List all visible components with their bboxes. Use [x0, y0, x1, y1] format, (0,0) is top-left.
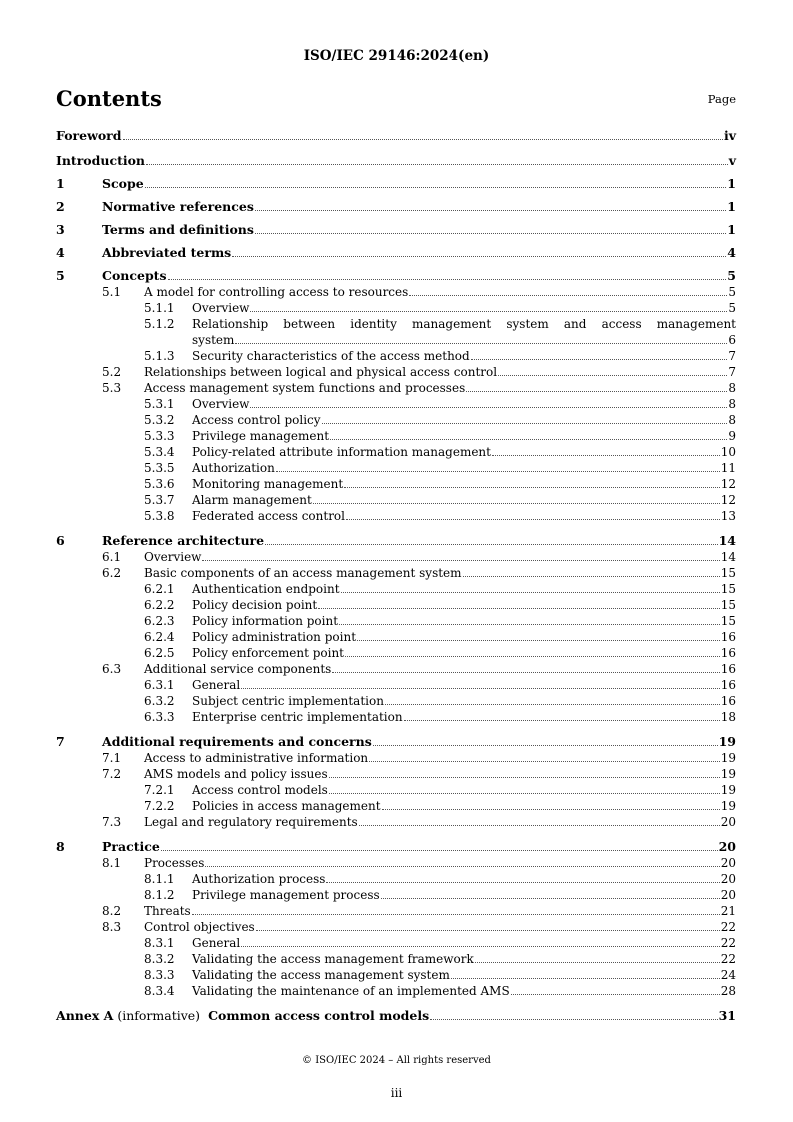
toc-entry-5-1-1[interactable]: [56, 300, 736, 316]
dot-leader: [341, 592, 720, 593]
toc-entry-page: 20: [720, 888, 736, 902]
toc-entry-number: 6: [56, 533, 65, 548]
toc-entry-title: Alarm management: [192, 493, 312, 507]
dot-leader: [276, 471, 720, 472]
toc-entry-5-3[interactable]: [56, 380, 736, 396]
contents-title: Contents: [56, 86, 162, 111]
dot-leader: [339, 624, 720, 625]
toc-entry-page: 22: [720, 936, 736, 950]
toc-entry-title-line2-row: [192, 332, 736, 348]
dot-leader: [235, 343, 727, 344]
dot-leader: [192, 914, 720, 915]
dot-leader: [161, 850, 718, 851]
dot-leader: [346, 519, 720, 520]
toc-entry-8-3-1[interactable]: [56, 935, 736, 951]
toc-entry-1[interactable]: [56, 176, 736, 192]
toc-entry-number: 8: [56, 839, 65, 854]
toc-entry-title: Authorization: [192, 461, 275, 475]
toc-entry-number: 8.1.2: [144, 888, 175, 902]
toc-entry-8-2[interactable]: [56, 903, 736, 919]
toc-entry-8-1[interactable]: [56, 855, 736, 871]
dot-leader: [345, 656, 720, 657]
dot-leader: [492, 455, 720, 456]
toc-entry-title: Overview: [192, 301, 250, 315]
toc-entry-number: 6.2: [102, 566, 122, 580]
toc-entry-6-3[interactable]: [56, 661, 736, 677]
toc-entry-number: 5.3.7: [144, 493, 175, 507]
dot-leader: [146, 164, 728, 165]
toc-entry-title: Additional service components: [144, 662, 332, 676]
toc-entry-page: 14: [720, 550, 736, 564]
toc-entry-number: 5.1.1: [144, 301, 175, 315]
toc-entry-number: 8.3.3: [144, 968, 175, 982]
toc-entry-number: 5.3.8: [144, 509, 175, 523]
toc-entry-number: 6.3: [102, 662, 122, 676]
toc-entry-title: General: [192, 936, 241, 950]
toc-entry-title: A model for controlling access to resources: [144, 285, 409, 299]
toc-entry-number: 3: [56, 222, 65, 237]
toc-entry-6-2-5[interactable]: [56, 645, 736, 661]
toc-entry-number: 8.3.4: [144, 984, 175, 998]
toc-entry-page: 12: [720, 477, 736, 491]
toc-entry-page: 16: [720, 630, 736, 644]
toc-entry-title: Policy information point: [192, 614, 339, 628]
toc-entry-number: 5.3.3: [144, 429, 175, 443]
dot-leader: [511, 994, 720, 995]
toc-entry-title: Access management system functions and processes: [144, 381, 466, 395]
toc-entry-page: 5: [728, 301, 736, 315]
toc-entry-number: 5.1: [102, 285, 122, 299]
toc-entry-number: 2: [56, 199, 65, 214]
toc-entry-title-line2: system: [192, 333, 235, 347]
toc-entry-page: 19: [720, 767, 736, 781]
dot-leader: [205, 866, 719, 867]
toc-entry-title: Validating the access management system: [192, 968, 450, 982]
toc-entry-page: 28: [720, 984, 736, 998]
toc-entry-page: 8: [728, 397, 736, 411]
dot-leader: [326, 882, 719, 883]
dot-leader: [382, 809, 720, 810]
toc-entry-5-3-2[interactable]: [56, 412, 736, 428]
toc-entry-7-2-1[interactable]: [56, 782, 736, 798]
dot-leader: [250, 311, 727, 312]
dot-leader: [471, 359, 728, 360]
dot-leader: [329, 777, 720, 778]
dot-leader: [359, 825, 720, 826]
toc-entry-number: 6.2.1: [144, 582, 175, 596]
toc-entry-8-1-2[interactable]: [56, 887, 736, 903]
dot-leader: [255, 210, 726, 211]
dot-leader: [256, 930, 720, 931]
toc-entry-6[interactable]: [56, 533, 736, 549]
toc-entry-page: 15: [720, 566, 736, 580]
toc-entry-page: 16: [720, 694, 736, 708]
toc-entry-7-2[interactable]: [56, 766, 736, 782]
toc-entry-title: Control objectives: [144, 920, 255, 934]
toc-entry-page: 19: [720, 783, 736, 797]
toc-entry-title: Validating the maintenance of an implemented AMS: [192, 984, 510, 998]
toc-entry-title: Additional requirements and concerns: [102, 734, 372, 749]
toc-entry-page: 19: [720, 799, 736, 813]
toc-entry-number: 8.3.2: [144, 952, 175, 966]
annex-label: Annex A: [56, 1008, 114, 1023]
toc-entry-page: 22: [720, 952, 736, 966]
toc-entry-6-3-2[interactable]: [56, 693, 736, 709]
toc-entry-5-3-6[interactable]: [56, 476, 736, 492]
toc-entry-page: 14: [718, 533, 736, 548]
dot-leader: [255, 233, 726, 234]
dot-leader: [369, 761, 720, 762]
toc-entry-page: v: [728, 153, 736, 168]
toc-entry-page: 15: [720, 582, 736, 596]
toc-entry-number: 6.2.2: [144, 598, 175, 612]
toc-entry-page: 22: [720, 920, 736, 934]
dot-leader: [385, 704, 720, 705]
toc-entry-title: Subject centric implementation: [192, 694, 384, 708]
toc-entry-page: 20: [720, 856, 736, 870]
toc-entry-7-3[interactable]: [56, 814, 736, 830]
dot-leader: [329, 793, 720, 794]
toc-entry-title: AMS models and policy issues: [144, 767, 328, 781]
toc-entry-number: 5.1.2: [144, 317, 175, 331]
table-of-contents: [56, 128, 736, 1024]
toc-entry-title: Policy-related attribute information management: [192, 445, 491, 459]
dot-leader: [145, 187, 727, 188]
toc-entry-number: 7.3: [102, 815, 122, 829]
toc-entry-title: Monitoring management: [192, 477, 344, 491]
dot-leader: [330, 439, 727, 440]
toc-entry-page: 15: [720, 614, 736, 628]
toc-entry-number: 6.2.3: [144, 614, 175, 628]
toc-entry-title: Legal and regulatory requirements: [144, 815, 358, 829]
toc-entry-8-3-3[interactable]: [56, 967, 736, 983]
toc-entry-8-3-4[interactable]: [56, 983, 736, 999]
toc-entry-6-2[interactable]: [56, 565, 736, 581]
toc-entry-6-2-2[interactable]: [56, 597, 736, 613]
toc-entry-number: 8.2: [102, 904, 122, 918]
toc-entry-number: 6.3.3: [144, 710, 175, 724]
toc-entry-title: Access control policy: [192, 413, 321, 427]
toc-entry-5-1-2[interactable]: [56, 316, 736, 348]
toc-entry-page: 18: [720, 710, 736, 724]
dot-leader: [381, 898, 720, 899]
toc-entry-8-3[interactable]: [56, 919, 736, 935]
toc-entry-5-3-5[interactable]: [56, 460, 736, 476]
annex-qualifier: (informative): [117, 1008, 201, 1023]
dot-leader: [123, 139, 723, 140]
toc-entry-number: 5.3.6: [144, 477, 175, 491]
toc-entry-title: Policies in access management: [192, 799, 381, 813]
toc-entry-title: Security characteristics of the access method: [192, 349, 470, 363]
dot-leader: [322, 423, 728, 424]
toc-entry-page: 5: [727, 268, 736, 283]
toc-entry-page: 5: [728, 285, 736, 299]
toc-entry-title: Policy enforcement point: [192, 646, 344, 660]
document-id-header: ISO/IEC 29146:2024(en): [303, 48, 490, 64]
toc-entry-number: 7.1: [102, 751, 122, 765]
toc-entry-page: 20: [718, 839, 736, 854]
toc-entry-number: 4: [56, 245, 65, 260]
toc-entry-page: 1: [727, 199, 736, 214]
toc-entry-page: 20: [720, 815, 736, 829]
dot-leader: [344, 487, 720, 488]
toc-entry-6-2-3[interactable]: [56, 613, 736, 629]
toc-entry-title: Processes: [144, 856, 205, 870]
toc-entry-5-3-1[interactable]: [56, 396, 736, 412]
toc-entry-page: 20: [720, 872, 736, 886]
toc-entry-number: 7.2.1: [144, 783, 175, 797]
toc-entry-page: 8: [728, 413, 736, 427]
toc-entry-number: 6.3.1: [144, 678, 175, 692]
toc-entry-page: iv: [723, 128, 736, 143]
toc-entry-5-3-7[interactable]: [56, 492, 736, 508]
toc-entry-number: 5.1.3: [144, 349, 175, 363]
toc-entry-3[interactable]: [56, 222, 736, 238]
toc-entry-title: Enterprise centric implementation: [192, 710, 403, 724]
dot-leader: [313, 503, 720, 504]
toc-entry-number: 8.1.1: [144, 872, 175, 886]
toc-entry-title: Access control models: [192, 783, 328, 797]
toc-entry-title: Practice: [102, 839, 160, 854]
toc-entry-5-3-8[interactable]: [56, 508, 736, 524]
toc-entry-title: Common access control models: [208, 1008, 430, 1023]
toc-entry-number: 5.3.2: [144, 413, 175, 427]
toc-entry-title: Privilege management: [192, 429, 330, 443]
toc-entry-title-line1: Relationship between identity management system and access management: [192, 317, 736, 331]
toc-entry-title: Policy decision point: [192, 598, 318, 612]
toc-entry-6-1[interactable]: [56, 549, 736, 565]
dot-leader: [430, 1019, 717, 1020]
toc-entry-page: 19: [718, 734, 736, 749]
toc-entry-page: 24: [720, 968, 736, 982]
toc-entry-5[interactable]: [56, 268, 736, 284]
toc-entry-page: 16: [720, 678, 736, 692]
toc-entry-7-2-2[interactable]: [56, 798, 736, 814]
toc-entry-annex-a[interactable]: [56, 1008, 736, 1024]
toc-entry-title: Policy administration point: [192, 630, 357, 644]
dot-leader: [250, 407, 727, 408]
toc-entry-wrapped-title: [192, 316, 736, 348]
dot-leader: [318, 608, 720, 609]
copyright-footer: © ISO/IEC 2024 – All rights reserved: [302, 1055, 491, 1066]
toc-entry-page: 11: [720, 461, 736, 475]
dot-leader: [373, 745, 718, 746]
dot-leader: [265, 544, 718, 545]
dot-leader: [404, 720, 720, 721]
page-number: iii: [390, 1086, 403, 1100]
toc-entry-page: 1: [727, 222, 736, 237]
toc-entry-title: Relationships between logical and physical access control: [144, 365, 498, 379]
toc-entry-title: Reference architecture: [102, 533, 265, 548]
toc-entry-5-1-3[interactable]: [56, 348, 736, 364]
toc-entry-title: General: [192, 678, 241, 692]
toc-entry-page: 31: [718, 1008, 736, 1023]
toc-entry-title: Scope: [102, 176, 144, 191]
toc-entry-title: Introduction: [56, 153, 146, 168]
toc-entry-title: Authentication endpoint: [192, 582, 340, 596]
toc-entry-title: Basic components of an access management system: [144, 566, 462, 580]
toc-entry-title: Authorization process: [192, 872, 326, 886]
toc-entry-5-1[interactable]: [56, 284, 736, 300]
toc-entry-title: Terms and definitions: [102, 222, 254, 237]
toc-entry-number: 6.3.2: [144, 694, 175, 708]
toc-entry-title: Normative references: [102, 199, 254, 214]
toc-entry-page: 8: [728, 381, 736, 395]
toc-entry-foreword[interactable]: [56, 128, 736, 144]
toc-entry-title: Threats: [144, 904, 191, 918]
toc-entry-8-3-2[interactable]: [56, 951, 736, 967]
toc-entry-page: 15: [720, 598, 736, 612]
toc-entry-6-3-1[interactable]: [56, 677, 736, 693]
toc-entry-number: 7.2.2: [144, 799, 175, 813]
dot-leader: [357, 640, 720, 641]
toc-entry-number: 5.2: [102, 365, 122, 379]
toc-entry-page: 9: [728, 429, 736, 443]
dot-leader: [168, 279, 727, 280]
toc-entry-title: Concepts: [102, 268, 167, 283]
toc-entry-number: 8.3: [102, 920, 122, 934]
toc-entry-number: 5.3: [102, 381, 122, 395]
toc-entry-title: Abbreviated terms: [102, 245, 232, 260]
dot-leader: [475, 962, 720, 963]
toc-entry-title: Foreword: [56, 128, 122, 143]
toc-entry-number: 6.2.5: [144, 646, 175, 660]
page-column-label: Page: [707, 92, 736, 106]
toc-entry-6-2-1[interactable]: [56, 581, 736, 597]
toc-entry-page: 12: [720, 493, 736, 507]
toc-entry-number: 7.2: [102, 767, 122, 781]
dot-leader: [466, 391, 727, 392]
toc-entry-number: 6.2.4: [144, 630, 175, 644]
dot-leader: [498, 375, 727, 376]
toc-entry-5-3-3[interactable]: [56, 428, 736, 444]
dot-leader: [241, 688, 719, 689]
toc-entry-page: 1: [727, 176, 736, 191]
toc-entry-6-3-3[interactable]: [56, 709, 736, 725]
toc-entry-page: 7: [728, 349, 736, 363]
toc-entry-page: 16: [720, 662, 736, 676]
toc-entry-title: Access to administrative information: [144, 751, 369, 765]
toc-entry-title: Overview: [144, 550, 202, 564]
toc-entry-8[interactable]: [56, 839, 736, 855]
dot-leader: [232, 256, 726, 257]
toc-entry-page: 4: [727, 245, 736, 260]
toc-entry-page: 16: [720, 646, 736, 660]
toc-entry-page: 13: [720, 509, 736, 523]
toc-entry-2[interactable]: [56, 199, 736, 215]
toc-entry-title: Privilege management process: [192, 888, 380, 902]
toc-entry-number: 5: [56, 268, 65, 283]
toc-entry-number: 7: [56, 734, 65, 749]
contents-title-row: [56, 86, 736, 114]
toc-entry-number: 6.1: [102, 550, 122, 564]
toc-entry-number: 5.3.5: [144, 461, 175, 475]
toc-entry-number: 8.3.1: [144, 936, 175, 950]
dot-leader: [241, 946, 719, 947]
dot-leader: [202, 560, 719, 561]
toc-entry-page: 19: [720, 751, 736, 765]
toc-entry-page: 21: [720, 904, 736, 918]
toc-entry-page: 6: [728, 333, 736, 347]
toc-entry-8-1-1[interactable]: [56, 871, 736, 887]
toc-entry-page: 7: [728, 365, 736, 379]
dot-leader: [451, 978, 720, 979]
toc-entry-introduction[interactable]: [56, 153, 736, 169]
toc-entry-title: Validating the access management framework: [192, 952, 474, 966]
toc-entry-number: 5.3.4: [144, 445, 175, 459]
toc-entry-title: Federated access control: [192, 509, 345, 523]
toc-entry-4[interactable]: [56, 245, 736, 261]
toc-entry-5-3-4[interactable]: [56, 444, 736, 460]
toc-entry-7-1[interactable]: [56, 750, 736, 766]
dot-leader: [463, 576, 720, 577]
toc-entry-number: 5.3.1: [144, 397, 175, 411]
toc-entry-number: 1: [56, 176, 65, 191]
toc-entry-page: 10: [720, 445, 736, 459]
dot-leader: [409, 295, 727, 296]
toc-entry-5-2[interactable]: [56, 364, 736, 380]
dot-leader: [332, 672, 719, 673]
toc-entry-number: 8.1: [102, 856, 122, 870]
toc-entry-6-2-4[interactable]: [56, 629, 736, 645]
toc-entry-7[interactable]: [56, 734, 736, 750]
toc-entry-title: Overview: [192, 397, 250, 411]
